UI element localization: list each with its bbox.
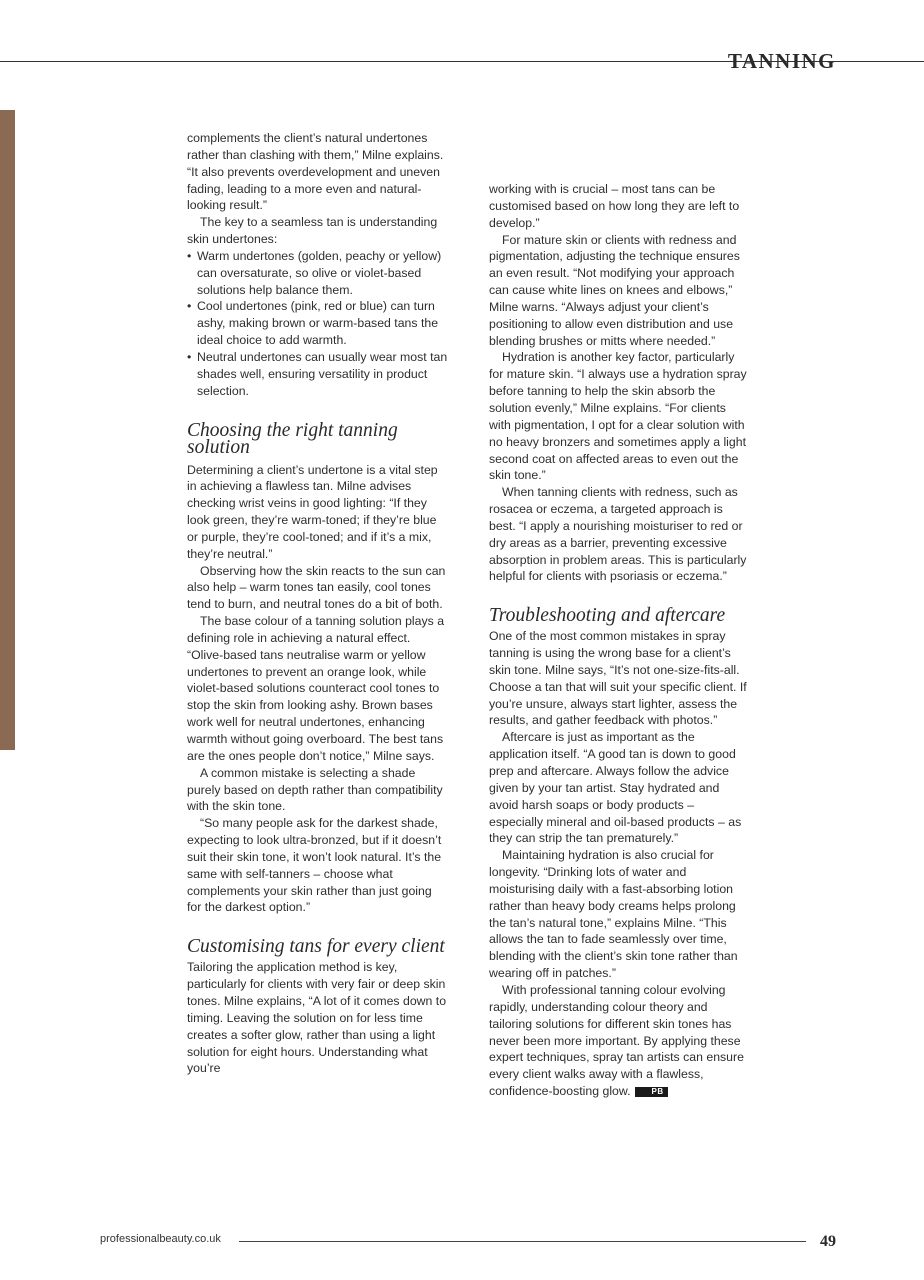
list-item: • Cool undertones (pink, red or blue) can turn ashy, making brown or warm-based tans the ideal choice to add warmth. (187, 299, 439, 348)
list-item: • Neutral undertones can usually wear most tan shades well, ensuring versatility in product selection. (187, 349, 448, 398)
common-mistakes-paragraph: One of the most common mistakes in spray tanning is using the wrong base for a client’s skin tone. Milne says, “It’s not one-size-fits-all. Choose a tan that will suit your specific client. If you’re unsure, always start lighter, assess the results, and gather feedback with photos.” (489, 629, 747, 728)
heading-troubleshooting: Troubleshooting and aftercare (489, 605, 726, 627)
aftercare-paragraph: Aftercare is just as important as the application itself. “A good tan is down to good prep and aftercare. Always follow the advice given by your tan artist. Stay hydrated and avoid harsh soaps or body products – especially mineral and oil-based products – as they can strip the tan prematurely.” (489, 730, 742, 846)
bullet-icon: • (187, 299, 192, 314)
hydration-paragraph: Hydration is another key factor, particularly for mature skin. “I always use a hydration spray before tanning to help the skin absorb the solution evenly,” Milne explains. “For clients with pigmentation, I opt for a clear solution with no heavy bronzers and sometimes apply a light second coat on affected areas to even out the skin tone.” (489, 350, 747, 483)
bullet-icon: • (187, 248, 192, 263)
right-column (489, 181, 751, 1100)
footer-url: professionalbeauty.co.uk (100, 1233, 221, 1245)
end-mark-badge: PB (635, 1087, 668, 1097)
list-item: • Warm undertones (golden, peachy or yellow) can oversaturate, so olive or violet-based solutions help balance them. (187, 248, 442, 297)
undertones-list (187, 248, 449, 400)
undertones-intro-paragraph: The key to a seamless tan is understanding skin undertones: (187, 215, 438, 247)
determining-paragraph: Determining a client’s undertone is a vital step in achieving a flawless tan. Milne advises checking wrist veins in good lighting: “If they look green, they’re warm-toned; if they’re blue or purple, they’re cool-toned; and if it’s a mix, they’re neutral.” (187, 462, 438, 561)
bullet-icon: • (187, 349, 192, 364)
footer-rule (239, 1241, 806, 1242)
tailoring-paragraph: Tailoring the application method is key, particularly for clients with very fair or deep skin tones. Milne explains, “A lot of it comes down to timing. Leaving the solution on for less time creates a softer glow, rather than using a light solution for eight hours. Understanding what you’re (187, 960, 447, 1076)
section-title: TANNING (727, 49, 836, 73)
working-with-paragraph: working with is crucial – most tans can be customised based on how long they are left to develop.” (489, 182, 740, 230)
heading-choosing-solution: Choosing the right tanning solution (187, 419, 398, 458)
common-mistake-paragraph: A common mistake is selecting a shade purely based on depth rather than compatibility with the skin tone. (187, 765, 443, 814)
maintaining-hydration-paragraph: Maintaining hydration is also crucial for longevity. “Drinking lots of water and moisturising daily with a fast-absorbing lotion rather than heavy body creams helps prolong the tan’s natural tone,” explains Milne. “This allows the tan to fade seamlessly over time, blending with the client’s skin tone rather than wearing off in patches.” (489, 848, 738, 981)
heading-customising-tans: Customising tans for every client (187, 936, 445, 958)
closing-paragraph: With professional tanning colour evolving rapidly, understanding colour theory and tailoring solutions for different skin tones has never been more important. By applying these expert techniques, spray tan artists can ensure every client walks away with a flawless, confidence-boosting glow. PB (489, 982, 744, 1099)
decorative-side-strip (0, 110, 15, 750)
redness-paragraph: When tanning clients with redness, such as rosacea or eczema, a targeted approach is best. “I apply a nourishing moisturiser to red or dry areas as a barrier, preventing excessive absorption in problem areas. This is particularly helpful for clients with psoriasis or eczema.” (489, 485, 747, 584)
observing-paragraph: Observing how the skin reacts to the sun can also help – warm tones tan easily, cool tones tend to burn, and neutral tones do a bit of both. (187, 563, 446, 612)
intro-continued-paragraph: complements the client’s natural undertones rather than clashing with them,” Milne explains. “It also prevents overdevelopment and uneven fading, leading to a more even and natural-looking result.” (187, 131, 444, 213)
page-number: 49 (820, 1233, 836, 1250)
base-colour-paragraph: The base colour of a tanning solution plays a defining role in achieving a natural effect. “Olive-based tans neutralise warm or yellow undertones to prevent an orange look, while violet-based solutions counteract cool tones to stop the skin from looking ashy. Brown bases work well for neutral undertones, enhancing warmth without going overboard. The best tans are the ones people don’t notice,” Milne says. (187, 614, 445, 763)
darkest-shade-paragraph: “So many people ask for the darkest shade, expecting to look ultra-bronzed, but if it doesn’t suit their skin tone, it won’t look natural. It’s the same with self-tanners – choose what complements your skin rather than just going for the darkest option.” (187, 816, 442, 915)
mature-skin-paragraph: For mature skin or clients with redness and pigmentation, adjusting the technique ensures an even result. “Not modifying your approach can cause white lines on knees and elbows,” Milne warns. “Always adjust your client’s positioning to allow even distribution and use blending brushes or mitts where needed.” (489, 232, 740, 348)
left-column (187, 130, 449, 1077)
